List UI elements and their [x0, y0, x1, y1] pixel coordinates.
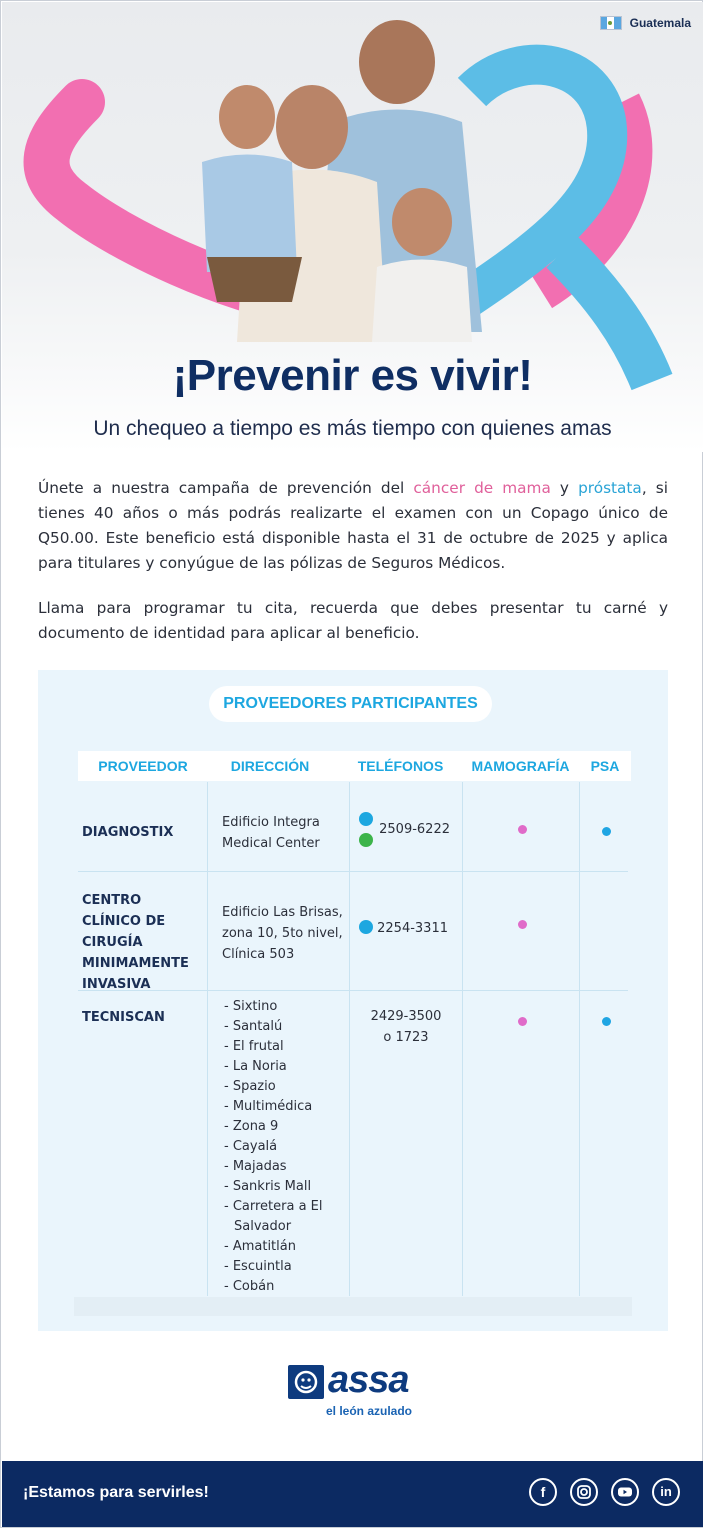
phone-icon	[359, 920, 373, 934]
grid-line	[462, 782, 463, 1296]
phone-number-alt[interactable]: o 1723	[383, 1030, 429, 1045]
col-telefonos: TELÉFONOS	[357, 758, 444, 774]
footer-message: ¡Estamos para servirles!	[23, 1484, 209, 1501]
location-item: - El frutal	[224, 1039, 284, 1054]
location-item: - Zona 9	[224, 1119, 279, 1134]
youtube-icon[interactable]	[611, 1478, 639, 1506]
location-item: - Santalú	[224, 1019, 283, 1034]
location-item: - Carretera a El Salvador	[224, 1199, 323, 1234]
location-item: - Escuintla	[224, 1259, 292, 1274]
table-footer-band	[74, 1297, 632, 1316]
appointment-instructions: Llama para programar tu cita, recuerda que debes presentar tu carné y documento de identidad para aplicar al beneficio.	[38, 599, 668, 642]
intro-text-3: , si tienes 40 años o más podrás realizarte el examen con un Copago único de Q50.00. Este beneficio está disponible hasta el 31 de octubre de 2025 y aplica para titulares y conyúgue de las pólizas de Seguros Médicos.	[38, 479, 668, 572]
instagram-icon[interactable]	[570, 1478, 598, 1506]
page-title: ¡Prevenir es vivir!	[172, 351, 533, 400]
grid-line	[207, 782, 208, 1296]
provider-name: CENTRO CLÍNICO DE CIRUGÍA MINIMAMENTE INVASIVA	[82, 893, 189, 992]
col-psa: PSA	[590, 758, 620, 774]
phone-number[interactable]: 2429-3500	[370, 1009, 442, 1024]
col-mamografia: MAMOGRAFÍA	[471, 758, 570, 774]
guatemala-flag-icon	[600, 16, 622, 30]
lion-logo-icon	[288, 1365, 324, 1399]
provider-name: DIAGNOSTIX	[82, 825, 174, 840]
phone-number[interactable]: 2254-3311	[377, 921, 448, 936]
logo-tagline: el león azulado	[326, 1404, 413, 1418]
phone-icon	[359, 812, 373, 826]
mamografia-available-dot	[518, 1017, 527, 1026]
provider-address: Edificio Integra Medical Center	[222, 815, 320, 851]
country-label: Guatemala	[629, 16, 691, 30]
linkedin-icon[interactable]: in	[652, 1478, 680, 1506]
phone-number[interactable]: 2509-6222	[379, 822, 450, 837]
provider-address: Edificio Las Brisas, zona 10, 5to nivel, Clínica 503	[222, 905, 343, 962]
provider-locations	[224, 997, 346, 1297]
mamografia-available-dot	[518, 825, 527, 834]
highlight-mama: cáncer de mama	[413, 479, 551, 497]
providers-title: PROVEEDORES PARTICIPANTES	[209, 686, 492, 722]
campaign-description	[38, 476, 668, 576]
grid-line	[78, 871, 628, 872]
psa-available-dot	[602, 827, 611, 836]
providers-panel	[38, 670, 668, 1331]
location-item: - Majadas	[224, 1159, 287, 1174]
logo-wordmark: assa	[328, 1359, 409, 1401]
intro-text-2: y	[550, 479, 579, 497]
col-direccion: DIRECCIÓN	[230, 758, 310, 774]
location-item: - Multimédica	[224, 1099, 313, 1114]
location-item: - Cayalá	[224, 1139, 278, 1154]
page-subtitle: Un chequeo a tiempo es más tiempo con quienes amas	[93, 417, 612, 440]
location-item: - Spazio	[224, 1079, 276, 1094]
col-proveedor: PROVEEDOR	[98, 758, 188, 774]
provider-phone	[359, 918, 459, 939]
whatsapp-icon[interactable]	[359, 833, 373, 847]
mamografia-available-dot	[518, 920, 527, 929]
facebook-icon[interactable]: f	[529, 1478, 557, 1506]
location-item: - La Noria	[224, 1059, 287, 1074]
provider-phone	[350, 1006, 462, 1048]
location-item: - Sankris Mall	[224, 1179, 312, 1194]
assa-logo[interactable]	[288, 1359, 423, 1421]
location-item: - Amatitlán	[224, 1239, 296, 1254]
highlight-prostata: próstata	[578, 479, 642, 497]
psa-available-dot	[602, 1017, 611, 1026]
provider-name: TECNISCAN	[82, 1010, 165, 1025]
grid-line	[579, 782, 580, 1296]
family-photo	[202, 20, 482, 342]
country-selector[interactable]	[600, 16, 691, 30]
providers-table-header	[78, 751, 631, 781]
location-item: - Sixtino	[224, 999, 278, 1014]
location-item: - Cobán	[224, 1279, 275, 1294]
provider-phone	[359, 810, 459, 852]
footer-bar	[2, 1461, 703, 1527]
intro-text-1: Únete a nuestra campaña de prevención del	[38, 479, 414, 497]
